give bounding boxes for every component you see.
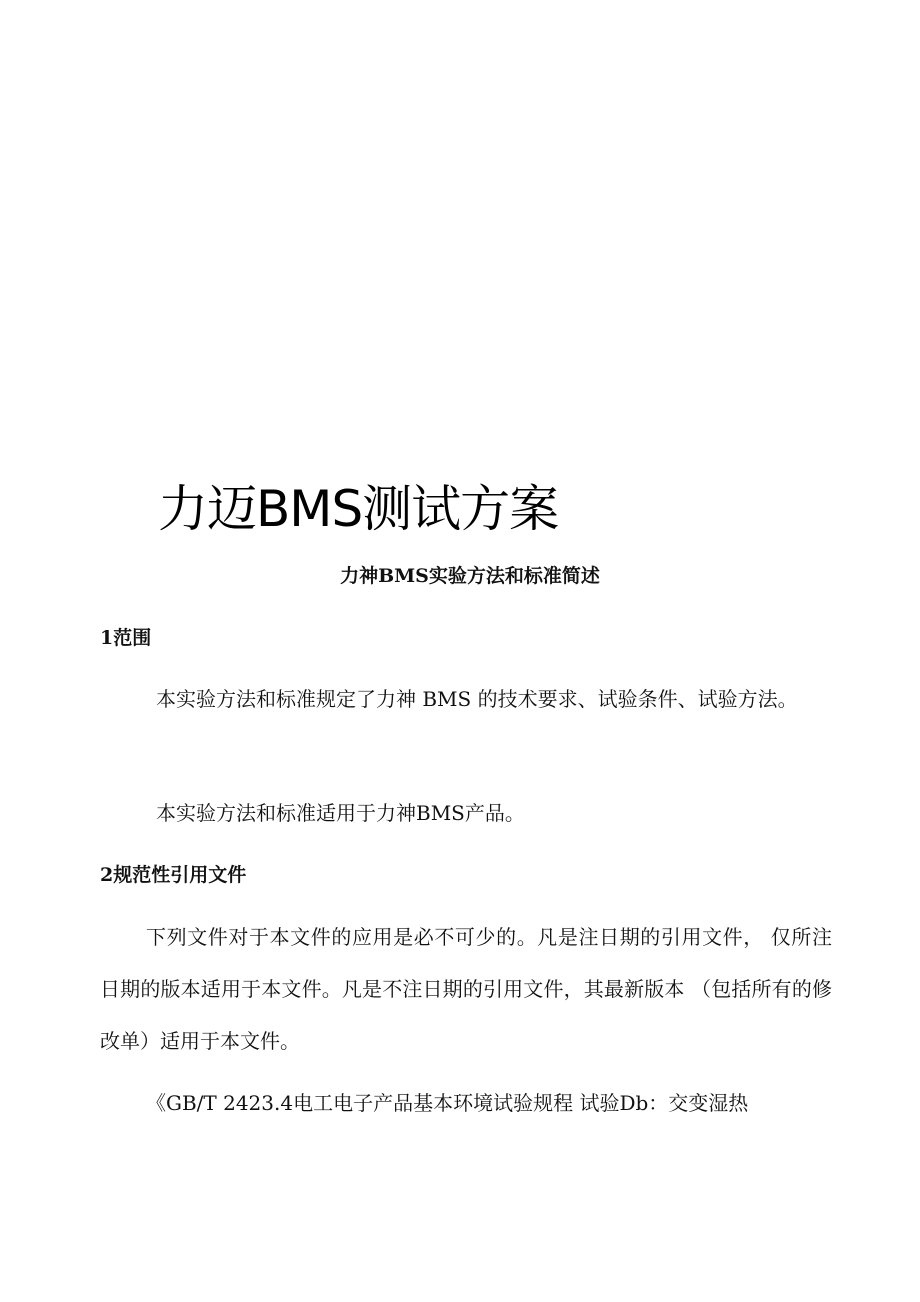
- document-title: 力迈BMS测试方案: [158, 480, 559, 538]
- references-paragraph-1: 下列文件对于本文件的应用是必不可少的。凡是注日期的引用文件， 仅所注日期的版本适用于本文件。凡是不注日期的引用文件，其最新版本 （包括所有的修改单）适用于本文件。: [100, 925, 832, 1053]
- reference-item-1: 《GB/T 2423.4电工电子产品基本环境试验规程 试验Db：交变湿热: [146, 1091, 749, 1115]
- scope-paragraph-1: 本实验方法和标准规定了力神 BMS 的技术要求、试验条件、试验方法。: [156, 687, 798, 711]
- scope-paragraph-2: 本实验方法和标准适用于力神BMS产品。: [156, 801, 525, 825]
- document-subtitle: 力神BMS实验方法和标准简述: [340, 565, 600, 587]
- section-heading-references: 2规范性引用文件: [100, 864, 247, 886]
- section-heading-scope: 1范围: [100, 627, 152, 649]
